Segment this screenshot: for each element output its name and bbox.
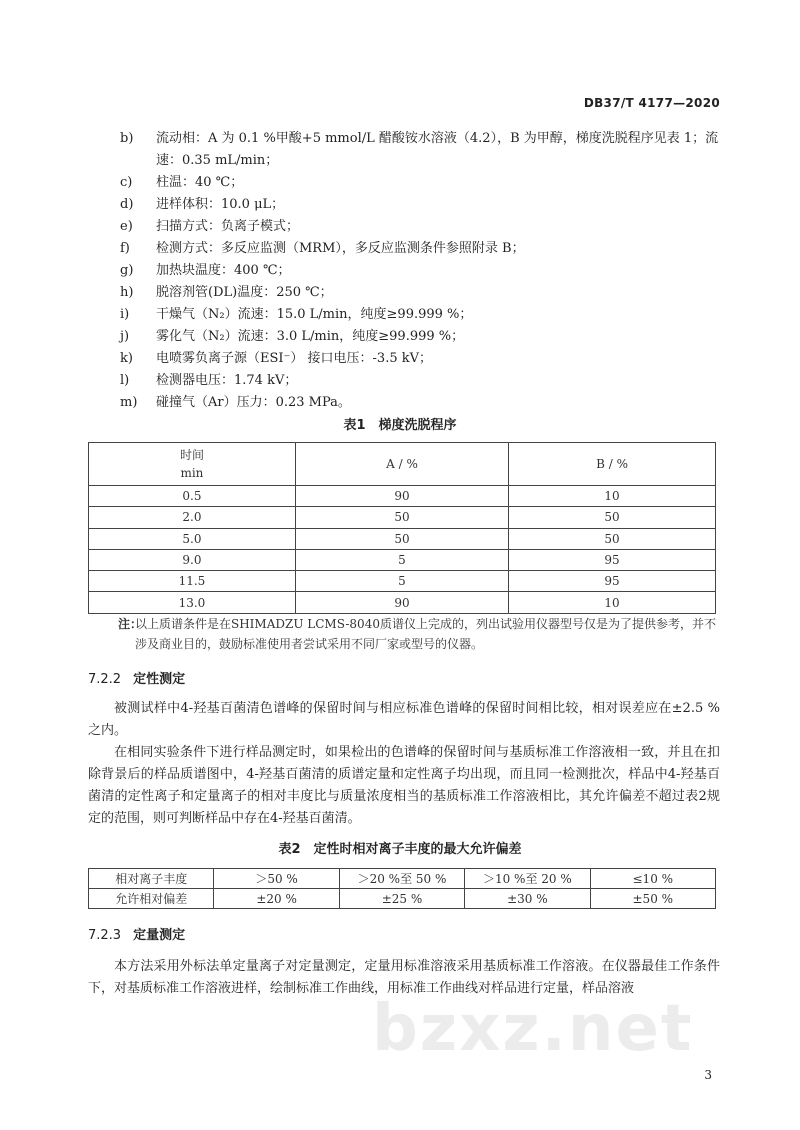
param-label: b) [120, 131, 134, 146]
table-cell: ±30 % [465, 889, 590, 909]
table-row [89, 486, 716, 507]
param-label: e) [120, 219, 133, 234]
table-cell: 13.0 [89, 592, 296, 613]
table-cell: 0.5 [89, 486, 296, 507]
note-text: 以上质谱条件是在SHIMADZU LCMS-8040质谱仪上完成的，列出试验用仪器型号仅是为了提供参考，并不涉及商业目的，鼓励标准使用者尝试采用不同厂家或型号的仪器。 [135, 617, 716, 651]
param-label: c) [120, 175, 133, 190]
table-cell: 2.0 [89, 507, 296, 528]
table-cell: ＞20 %至 50 % [339, 869, 464, 889]
section-number: 7.2.3 [88, 928, 122, 943]
param-label: d) [120, 197, 134, 212]
param-item [120, 238, 730, 260]
param-label: f) [120, 241, 130, 256]
note-label: 注： [118, 617, 143, 631]
param-text: 雾化气（N₂）流速：3.0 L/min，纯度≥99.999 %； [156, 329, 465, 344]
table-cell: 10 [509, 486, 716, 507]
param-text: 脱溶剂管(DL)温度：250 ℃； [156, 285, 333, 300]
table-row [89, 528, 716, 549]
paragraph: 本方法采用外标法单定量离子对定量测定，定量用标准溶液采用基质标准工作溶液。在仪器最佳工作条件下，对基质标准工作溶液进样，绘制标准工作曲线，用标准工作曲线对样品进行定量，样品溶液 [88, 959, 720, 996]
gradient-table [88, 442, 716, 614]
table-cell: 11.5 [89, 571, 296, 592]
param-label: g) [120, 263, 134, 278]
table-cell: 5.0 [89, 528, 296, 549]
param-item [120, 172, 730, 194]
param-item [120, 216, 730, 238]
table-cell: 50 [295, 528, 508, 549]
table-cell: ±50 % [590, 889, 715, 909]
table-row [89, 549, 716, 570]
param-item [120, 326, 730, 348]
table-cell: ＞50 % [214, 869, 339, 889]
standard-number: DB37/T 4177—2020 [583, 96, 720, 110]
param-label: l) [120, 373, 130, 388]
param-text: 加热块温度：400 ℃； [156, 263, 291, 278]
param-text: 扫描方式：负离子模式； [156, 219, 300, 234]
table-cell: 95 [509, 549, 716, 570]
ion-abundance-table [88, 868, 716, 909]
param-text: 检测器电压：1.74 kV； [156, 373, 298, 388]
param-text: 干燥气（N₂）流速：15.0 L/min，纯度≥99.999 %； [156, 307, 473, 322]
table2-caption: 表2 定性时相对离子丰度的最大允许偏差 [278, 842, 522, 857]
table-cell: 9.0 [89, 549, 296, 570]
param-item [120, 370, 730, 392]
param-text: 进样体积：10.0 μL； [156, 197, 285, 212]
param-item [120, 304, 730, 326]
b-header: B / % [509, 443, 716, 486]
param-label: k) [120, 351, 133, 366]
param-item [120, 282, 730, 304]
table1-caption: 表1 梯度洗脱程序 [343, 418, 457, 433]
watermark: bzxz.net [372, 992, 694, 1066]
table-cell: ＞10 %至 20 % [465, 869, 590, 889]
table-cell: 90 [295, 592, 508, 613]
section-title: 定性测定 [133, 672, 186, 687]
table-cell: 95 [509, 571, 716, 592]
param-item [120, 392, 730, 414]
table-cell: 允许相对偏差 [89, 889, 214, 909]
page-number: 3 [704, 1068, 712, 1082]
table-row [89, 507, 716, 528]
table-cell: ±25 % [339, 889, 464, 909]
table-cell: ≤10 % [590, 869, 715, 889]
section-heading-7-2-2 [88, 668, 185, 687]
table-cell: ±20 % [214, 889, 339, 909]
paragraph: 被测试样中4-羟基百菌清色谱峰的保留时间与相应标准色谱峰的保留时间相比较，相对误差应在±2.5 %之内。 [88, 701, 720, 738]
table-cell: 50 [509, 507, 716, 528]
param-item [120, 348, 730, 370]
paragraph: 在相同实验条件下进行样品测定时，如果检出的色谱峰的保留时间与基质标准工作溶液相一致，并且在扣除背景后的样品质谱图中，4-羟基百菌清的质谱定量和定性离子均出现，而且同一检测批次，样品中4-羟基百菌清的定性离子和定量离子的相对丰度比与质量浓度相当的基质标准工作溶液相比，其允许偏差不超过表2规定的范围，则可判断样品中存在4-羟基百菌清。 [88, 745, 720, 826]
time-header: 时间 min [89, 443, 296, 486]
param-label: i) [120, 307, 130, 322]
table-header-row [89, 443, 716, 486]
param-text: 检测方式：多反应监测（MRM），多反应监测条件参照附录 B； [156, 241, 525, 256]
param-label: h) [120, 285, 134, 300]
table-cell: 10 [509, 592, 716, 613]
table-cell: 90 [295, 486, 508, 507]
section-number: 7.2.2 [88, 672, 122, 687]
section-title: 定量测定 [133, 928, 186, 943]
table-cell: 5 [295, 549, 508, 570]
table-cell: 相对离子丰度 [89, 869, 214, 889]
table-cell: 5 [295, 571, 508, 592]
instrument-parameters [120, 128, 730, 414]
table-row [89, 869, 716, 889]
param-item [120, 194, 730, 216]
a-header: A / % [295, 443, 508, 486]
table-row [89, 889, 716, 909]
param-text: 柱温：40 ℃； [156, 175, 244, 190]
section-heading-7-2-3 [88, 924, 185, 943]
table-row [89, 592, 716, 613]
param-text: 碰撞气（Ar）压力：0.23 MPa。 [156, 395, 351, 410]
param-label: m) [120, 395, 138, 410]
table-row [89, 571, 716, 592]
table-note [118, 614, 718, 654]
table-cell: 50 [295, 507, 508, 528]
table-cell: 50 [509, 528, 716, 549]
param-text: 电喷雾负离子源（ESI⁻） 接口电压：-3.5 kV； [156, 351, 432, 366]
param-item [120, 128, 730, 172]
param-text: 流动相：A 为 0.1 %甲酸+5 mmol/L 醋酸铵水溶液（4.2），B 为甲醇，梯度洗脱程序见表 1；流速：0.35 mL/min； [156, 131, 719, 168]
param-item [120, 260, 730, 282]
param-label: j) [120, 329, 130, 344]
